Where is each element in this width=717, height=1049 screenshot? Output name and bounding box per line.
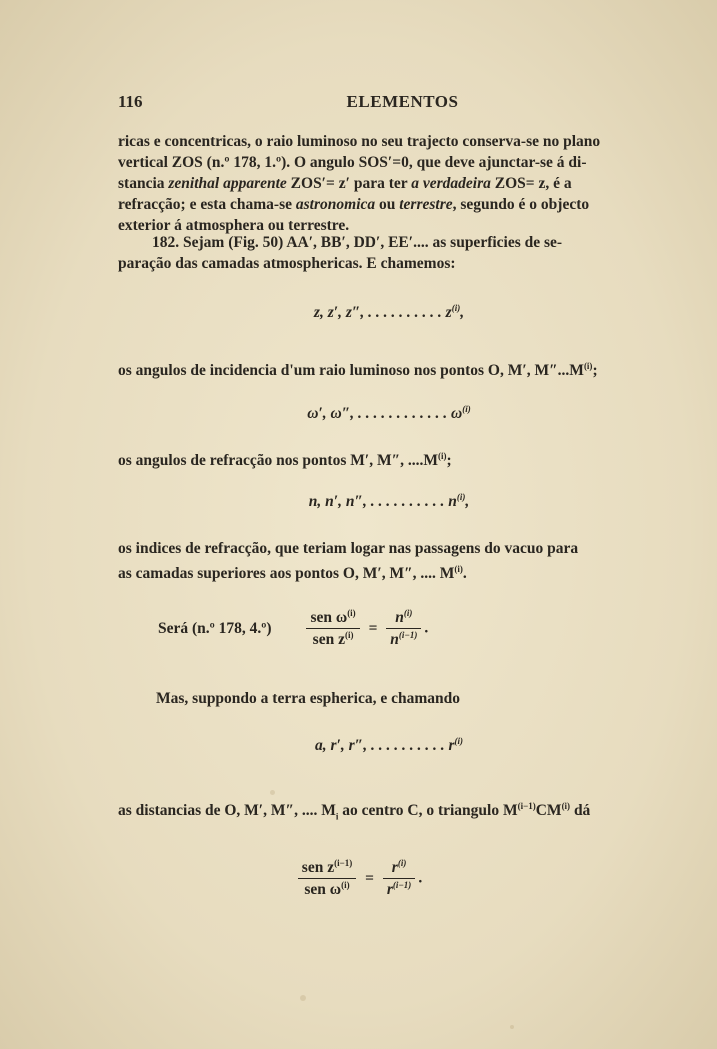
equation-r-series: a, r′, r″, . . . . . . . . . . $r^{(i)}$ <box>314 736 463 755</box>
fraction-left: $\frac{sen \omega^{(i)}}{sen z^{(i)}}$ <box>306 608 359 649</box>
text-line: refracção; e esta chama-se astronomica ou terrestre, segundo é o objecto <box>118 196 590 213</box>
text-refraction-indices: os indices de refracção, que teriam logar nas passagens do vacuo para as camadas superiores aos pontos O, M′, M″, .... $M^{(i)}$. <box>118 540 579 583</box>
paragraph-continuation <box>118 131 660 236</box>
text-spherical-earth: Mas, suppondo a terra espherica, e chamando <box>156 690 460 707</box>
paper-stain <box>510 1025 514 1029</box>
page-header <box>118 92 657 116</box>
text-distances: as distancias de O, M′, M″, .... $M_i$ ao centro C, o triangulo $M^{(i-1)}CM^{(i)}$ dá <box>118 801 591 822</box>
paper-stain <box>270 790 275 795</box>
fraction-right: $\frac{n^{(i)}}{n^{(i-1)}}$ <box>386 608 421 649</box>
paragraph-182 <box>118 232 660 274</box>
text-refraction-angles: os angulos de refracção nos pontos M′, M″, $....M^{(i)}$; <box>118 451 452 470</box>
text-line: paração das camadas atmosphericas. E chamemos: <box>118 255 456 272</box>
paper-stain <box>300 995 306 1001</box>
text-line: 182. Sejam (Fig. 50) AA′, BB′, DD′, EE′.... as superficies de se- <box>152 234 563 251</box>
equation-sine-ratio-n: Será (n.º 178, 4.º) $\frac{sen \omega^{(i)}}{sen z^{(i)}}$ = $\frac{n^{(i)}}{n^{(i-1)}}$ . <box>158 608 429 649</box>
fraction-right: $\frac{r^{(i)}}{r^{(i-1)}}$ <box>383 858 416 899</box>
equation-n-series: n, n′, n″, . . . . . . . . . . $n^{(i)}$, <box>308 492 470 511</box>
text-incidence-angles: os angulos de incidencia d'um raio luminoso nos pontos O, M′, $M''...M^{(i)}$; <box>118 361 598 380</box>
page-number: 116 <box>118 92 143 111</box>
running-head: ELEMENTOS <box>346 92 459 111</box>
fraction-left: $\frac{sen z^{(i-1)}}{sen \omega^{(i)}}$ <box>298 858 356 899</box>
text-line: vertical ZOS (n.º 178, 1.º). O angulo SOS′=0, que deve ajunctar-se á di- <box>118 154 587 171</box>
equation-label: Será (n.º 178, 4.º) <box>158 619 272 637</box>
text-line: ricas e concentricas, o raio luminoso no seu trajecto conserva-se no plano <box>118 133 601 150</box>
equation-z-series: z, z′, z″, . . . . . . . . . . $z^{(i)}$, <box>313 303 465 322</box>
equation-sine-ratio-r: $\frac{sen z^{(i-1)}}{sen \omega^{(i)}}$ = $\frac{r^{(i)}}{r^{(i-1)}}$ . <box>0 858 717 899</box>
text-line: exterior á atmosphera ou terrestre. <box>118 217 350 234</box>
equation-omega-series: ω′, ω″, . . . . . . . . . . . . $\omega^{(i)}$ <box>307 404 471 423</box>
text-line: stancia zenithal apparente ZOS′= z′ para ter a verdadeira ZOS= z, é a <box>118 175 572 192</box>
